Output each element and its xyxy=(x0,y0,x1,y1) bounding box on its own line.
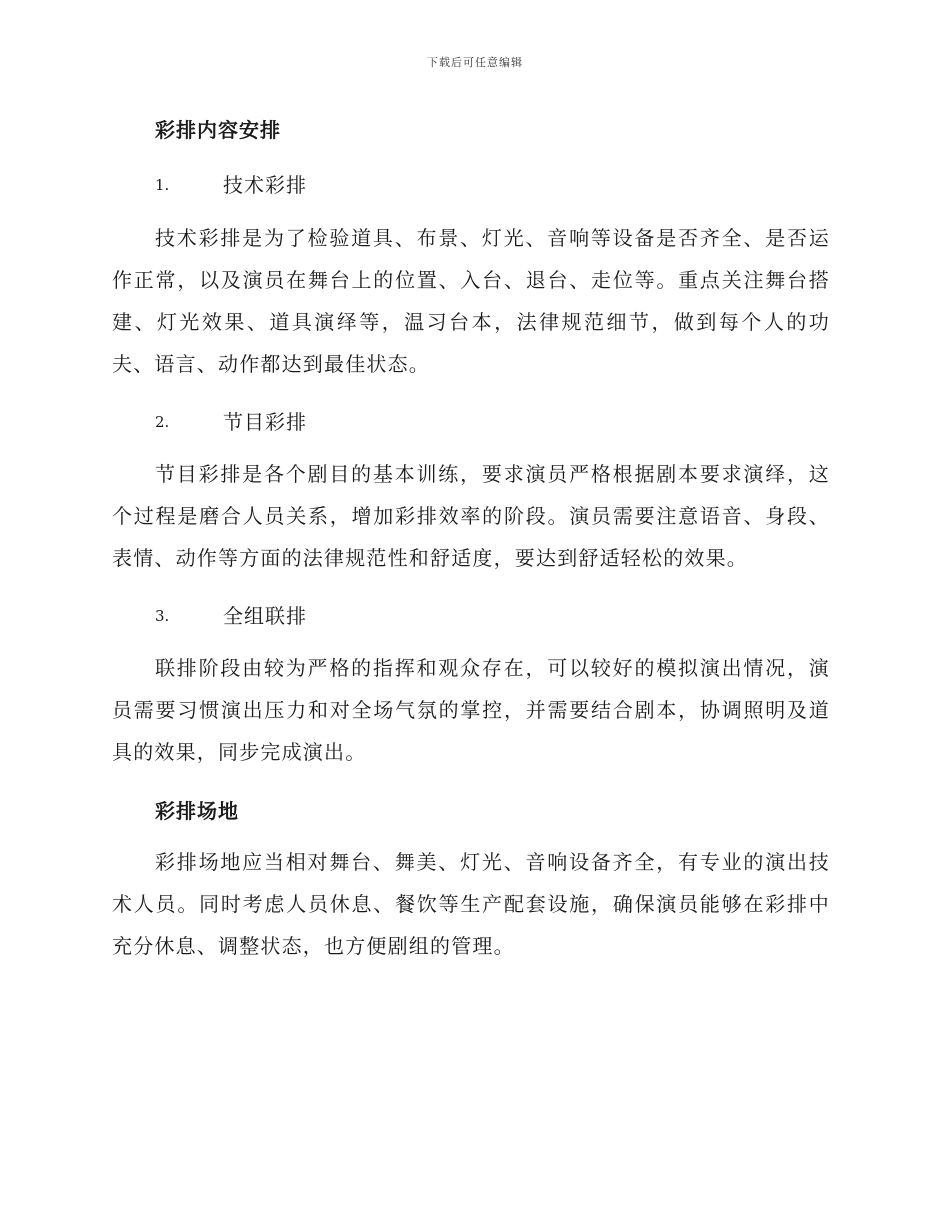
section-title-content: 彩排内容安排 xyxy=(155,118,281,142)
list-item-1 xyxy=(155,169,307,198)
section-title-venue: 彩排场地 xyxy=(155,799,239,823)
paragraph-technical-rehearsal: 技术彩排是为了检验道具、布景、灯光、音响等设备是否齐全、是否运作正常，以及演员在舞台上的位置、入台、退台、走位等。重点关注舞台搭建、灯光效果、道具演绎等，温习台本，法律规范细节，做到每个人的功夫、语言、动作都达到最佳状态。 xyxy=(112,226,830,376)
list-number: 3. xyxy=(155,607,170,625)
paragraph-venue: 彩排场地应当相对舞台、舞美、灯光、音响设备齐全，有专业的演出技术人员。同时考虑人员休息、餐饮等生产配套设施，确保演员能够在彩排中充分休息、调整状态，也方便剧组的管理。 xyxy=(112,850,830,958)
list-number: 2. xyxy=(155,413,170,431)
list-item-label: 节目彩排 xyxy=(223,410,307,434)
paragraph-program-rehearsal: 节目彩排是各个剧目的基本训练，要求演员严格根据剧本要求演绎，这个过程是磨合人员关系，增加彩排效率的阶段。演员需要注意语音、身段、表情、动作等方面的法律规范性和舒适度，要达到舒适轻松的效果。 xyxy=(112,462,830,570)
page-header: 下载后可任意编辑 xyxy=(427,56,523,69)
list-item-label: 技术彩排 xyxy=(223,173,307,197)
paragraph-full-rehearsal: 联排阶段由较为严格的指挥和观众存在，可以较好的模拟演出情况，演员需要习惯演出压力和对全场气氛的掌控，并需要结合剧本，协调照明及道具的效果，同步完成演出。 xyxy=(112,656,830,764)
list-item-3 xyxy=(155,600,307,629)
list-item-label: 全组联排 xyxy=(223,604,307,628)
list-number: 1. xyxy=(155,176,170,194)
list-item-2 xyxy=(155,406,307,435)
